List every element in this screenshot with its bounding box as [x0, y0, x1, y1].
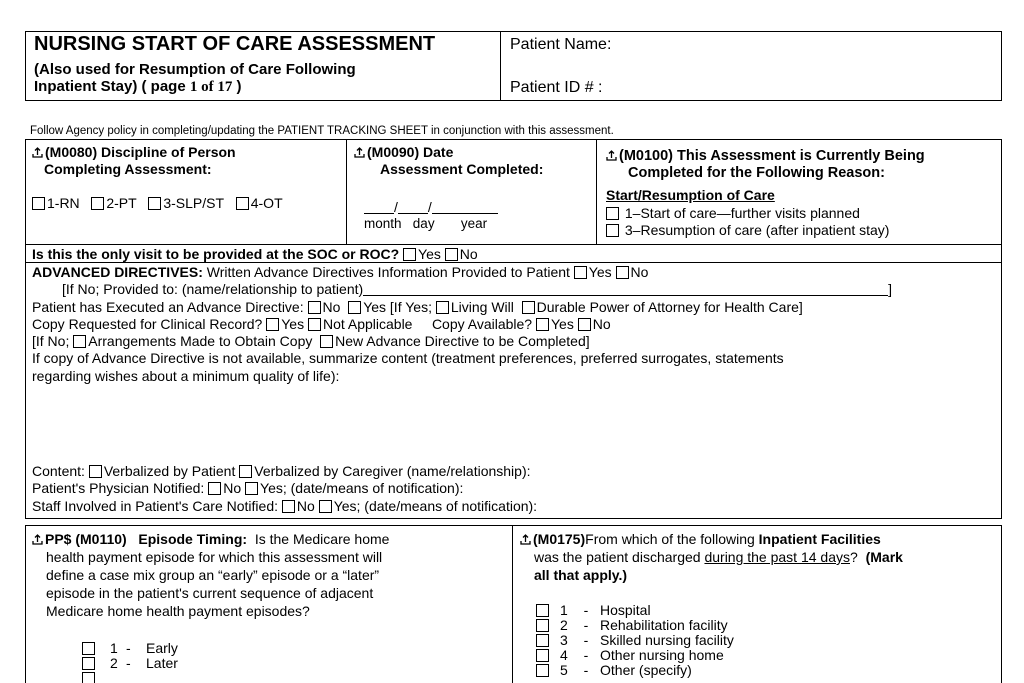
upload-icon — [606, 150, 617, 161]
list-item[interactable]: 2 - Rehabilitation facility — [536, 618, 734, 633]
col-divider-1 — [346, 139, 347, 244]
policy-note: Follow Agency policy in completing/updating the PATIENT TRACKING SHEET in conjunction with this assessment. — [30, 125, 614, 137]
upload-icon — [32, 147, 43, 158]
list-item[interactable]: 1 - Early — [82, 641, 178, 656]
checkbox[interactable] — [82, 642, 95, 655]
m0080-option-rn[interactable]: 1-RN — [32, 195, 80, 211]
list-item[interactable]: 5 - Other (specify) — [536, 663, 734, 678]
form-subtitle: (Also used for Resumption of Care Following Inpatient Stay) ( page 1 of 17 ) — [34, 61, 356, 95]
month-blank[interactable] — [364, 202, 394, 214]
checkbox-yes[interactable] — [245, 482, 258, 495]
m0080-option-pt[interactable]: 2-PT — [91, 195, 136, 211]
list-item[interactable]: 1 - Hospital — [536, 603, 734, 618]
advance-directives-notify: Content: Verbalized by Patient Verbalized by Caregiver (name/relationship): Patient's Physician Notified: No Yes; (date/means of notification): Staff Involved in Patient's Care Notified: No Yes; (date/means of notification): — [32, 463, 538, 514]
checkbox-yes[interactable] — [266, 318, 279, 331]
m0100-title: (M0100) This Assessment is Currently Being Completed for the Following Reason: — [606, 148, 925, 182]
checkbox-no[interactable] — [578, 318, 591, 331]
checkbox[interactable] — [148, 197, 161, 210]
checkbox-yes[interactable] — [403, 248, 416, 261]
list-item[interactable] — [82, 671, 178, 683]
m0110-options — [82, 641, 178, 683]
checkbox[interactable] — [536, 649, 549, 662]
checkbox-no[interactable] — [282, 500, 295, 513]
checkbox-living-will[interactable] — [436, 301, 449, 314]
date-captions: month day year — [364, 216, 488, 231]
list-item[interactable]: 4 - Other nursing home — [536, 648, 734, 663]
bottom-col-divider — [512, 525, 513, 683]
advance-directives-section: ADVANCED DIRECTIVES: Written Advance Directives Information Provided to Patient Yes No [If No; Provided to: (name/relationship to patient) ] Patient has Executed an Advance Directive: No Yes [If Yes; Living Will Durable Power of Attorney for Health Care] Copy Requested for Clinical Record? Yes Not Applicable Copy Available? Yes No [If No; Arrangements Made to Obtain Copy New Advance Directive to be Completed] If copy of Advance Directive is not available, summarize content (treatment preferences, preferred surrogates, statements regarding wishes about a minimum quality of life): — [32, 264, 893, 384]
date-input[interactable]: / / — [364, 199, 498, 216]
checkbox[interactable] — [536, 634, 549, 647]
year-blank[interactable] — [432, 202, 498, 214]
checkbox-arrangements[interactable] — [73, 335, 86, 348]
checkbox-no[interactable] — [445, 248, 458, 261]
row-divider-1 — [25, 244, 1002, 245]
m0080-option-slp[interactable]: 3-SLP/ST — [148, 195, 224, 211]
col-divider-2 — [596, 139, 597, 244]
page-number: 1 of 17 — [189, 79, 233, 95]
header-divider — [500, 31, 501, 101]
checkbox[interactable] — [536, 604, 549, 617]
m0080-title: (M0080) Discipline of Person Completing Assessment: — [32, 144, 236, 178]
checkbox[interactable] — [32, 197, 45, 210]
upload-icon — [354, 147, 365, 158]
checkbox-no[interactable] — [208, 482, 221, 495]
checkbox[interactable] — [91, 197, 104, 210]
checkbox[interactable] — [606, 224, 619, 237]
patient-id-label: Patient ID # : — [510, 79, 603, 96]
checkbox-no[interactable] — [308, 301, 321, 314]
patient-name-label: Patient Name: — [510, 36, 612, 53]
m0100-option-start[interactable]: 1–Start of care—further visits planned — [606, 205, 889, 222]
list-item[interactable]: 2 - Later — [82, 656, 178, 671]
m0175-section: (M0175)From which of the following Inpatient Facilities was the patient discharged during the past 14 days? (Mark all that apply.) — [520, 530, 903, 584]
form-title: NURSING START OF CARE ASSESSMENT — [34, 33, 436, 55]
checkbox[interactable] — [82, 657, 95, 670]
m0100-option-resumption[interactable]: 3–Resumption of care (after inpatient stay) — [606, 222, 889, 239]
provided-to-blank[interactable] — [363, 284, 888, 296]
checkbox-yes[interactable] — [319, 500, 332, 513]
only-visit-row: Is this the only visit to be provided at the SOC or ROC? Yes No — [32, 246, 478, 262]
checkbox-yes[interactable] — [536, 318, 549, 331]
checkbox-yes[interactable] — [348, 301, 361, 314]
m0100-subhead: Start/Resumption of Care — [606, 187, 775, 203]
checkbox[interactable] — [536, 619, 549, 632]
m0175-options — [536, 603, 734, 678]
checkbox[interactable] — [536, 664, 549, 677]
m0080-option-ot[interactable]: 4-OT — [236, 195, 283, 211]
checkbox-verbalized-caregiver[interactable] — [239, 465, 252, 478]
day-blank[interactable] — [398, 202, 428, 214]
checkbox-new-ad[interactable] — [320, 335, 333, 348]
upload-icon — [32, 534, 43, 545]
checkbox-dpoa[interactable] — [522, 301, 535, 314]
checkbox[interactable] — [82, 672, 95, 683]
checkbox[interactable] — [236, 197, 249, 210]
m0090-title: (M0090) Date Assessment Completed: — [354, 144, 543, 178]
checkbox-yes[interactable] — [574, 266, 587, 279]
list-item[interactable]: 3 - Skilled nursing facility — [536, 633, 734, 648]
upload-icon — [520, 534, 531, 545]
checkbox[interactable] — [606, 207, 619, 220]
m0100-options — [606, 205, 889, 239]
checkbox-not-applicable[interactable] — [308, 318, 321, 331]
checkbox-no[interactable] — [616, 266, 629, 279]
m0080-options — [32, 195, 283, 212]
m0110-section: PP$ (M0110) Episode Timing: Is the Medicare home health payment episode for which this assessment will define a case mix group an “early” episode or a “later” episode in the patient's current sequence of adjacent Medicare home health payment episodes? — [32, 530, 389, 620]
checkbox-verbalized-patient[interactable] — [89, 465, 102, 478]
